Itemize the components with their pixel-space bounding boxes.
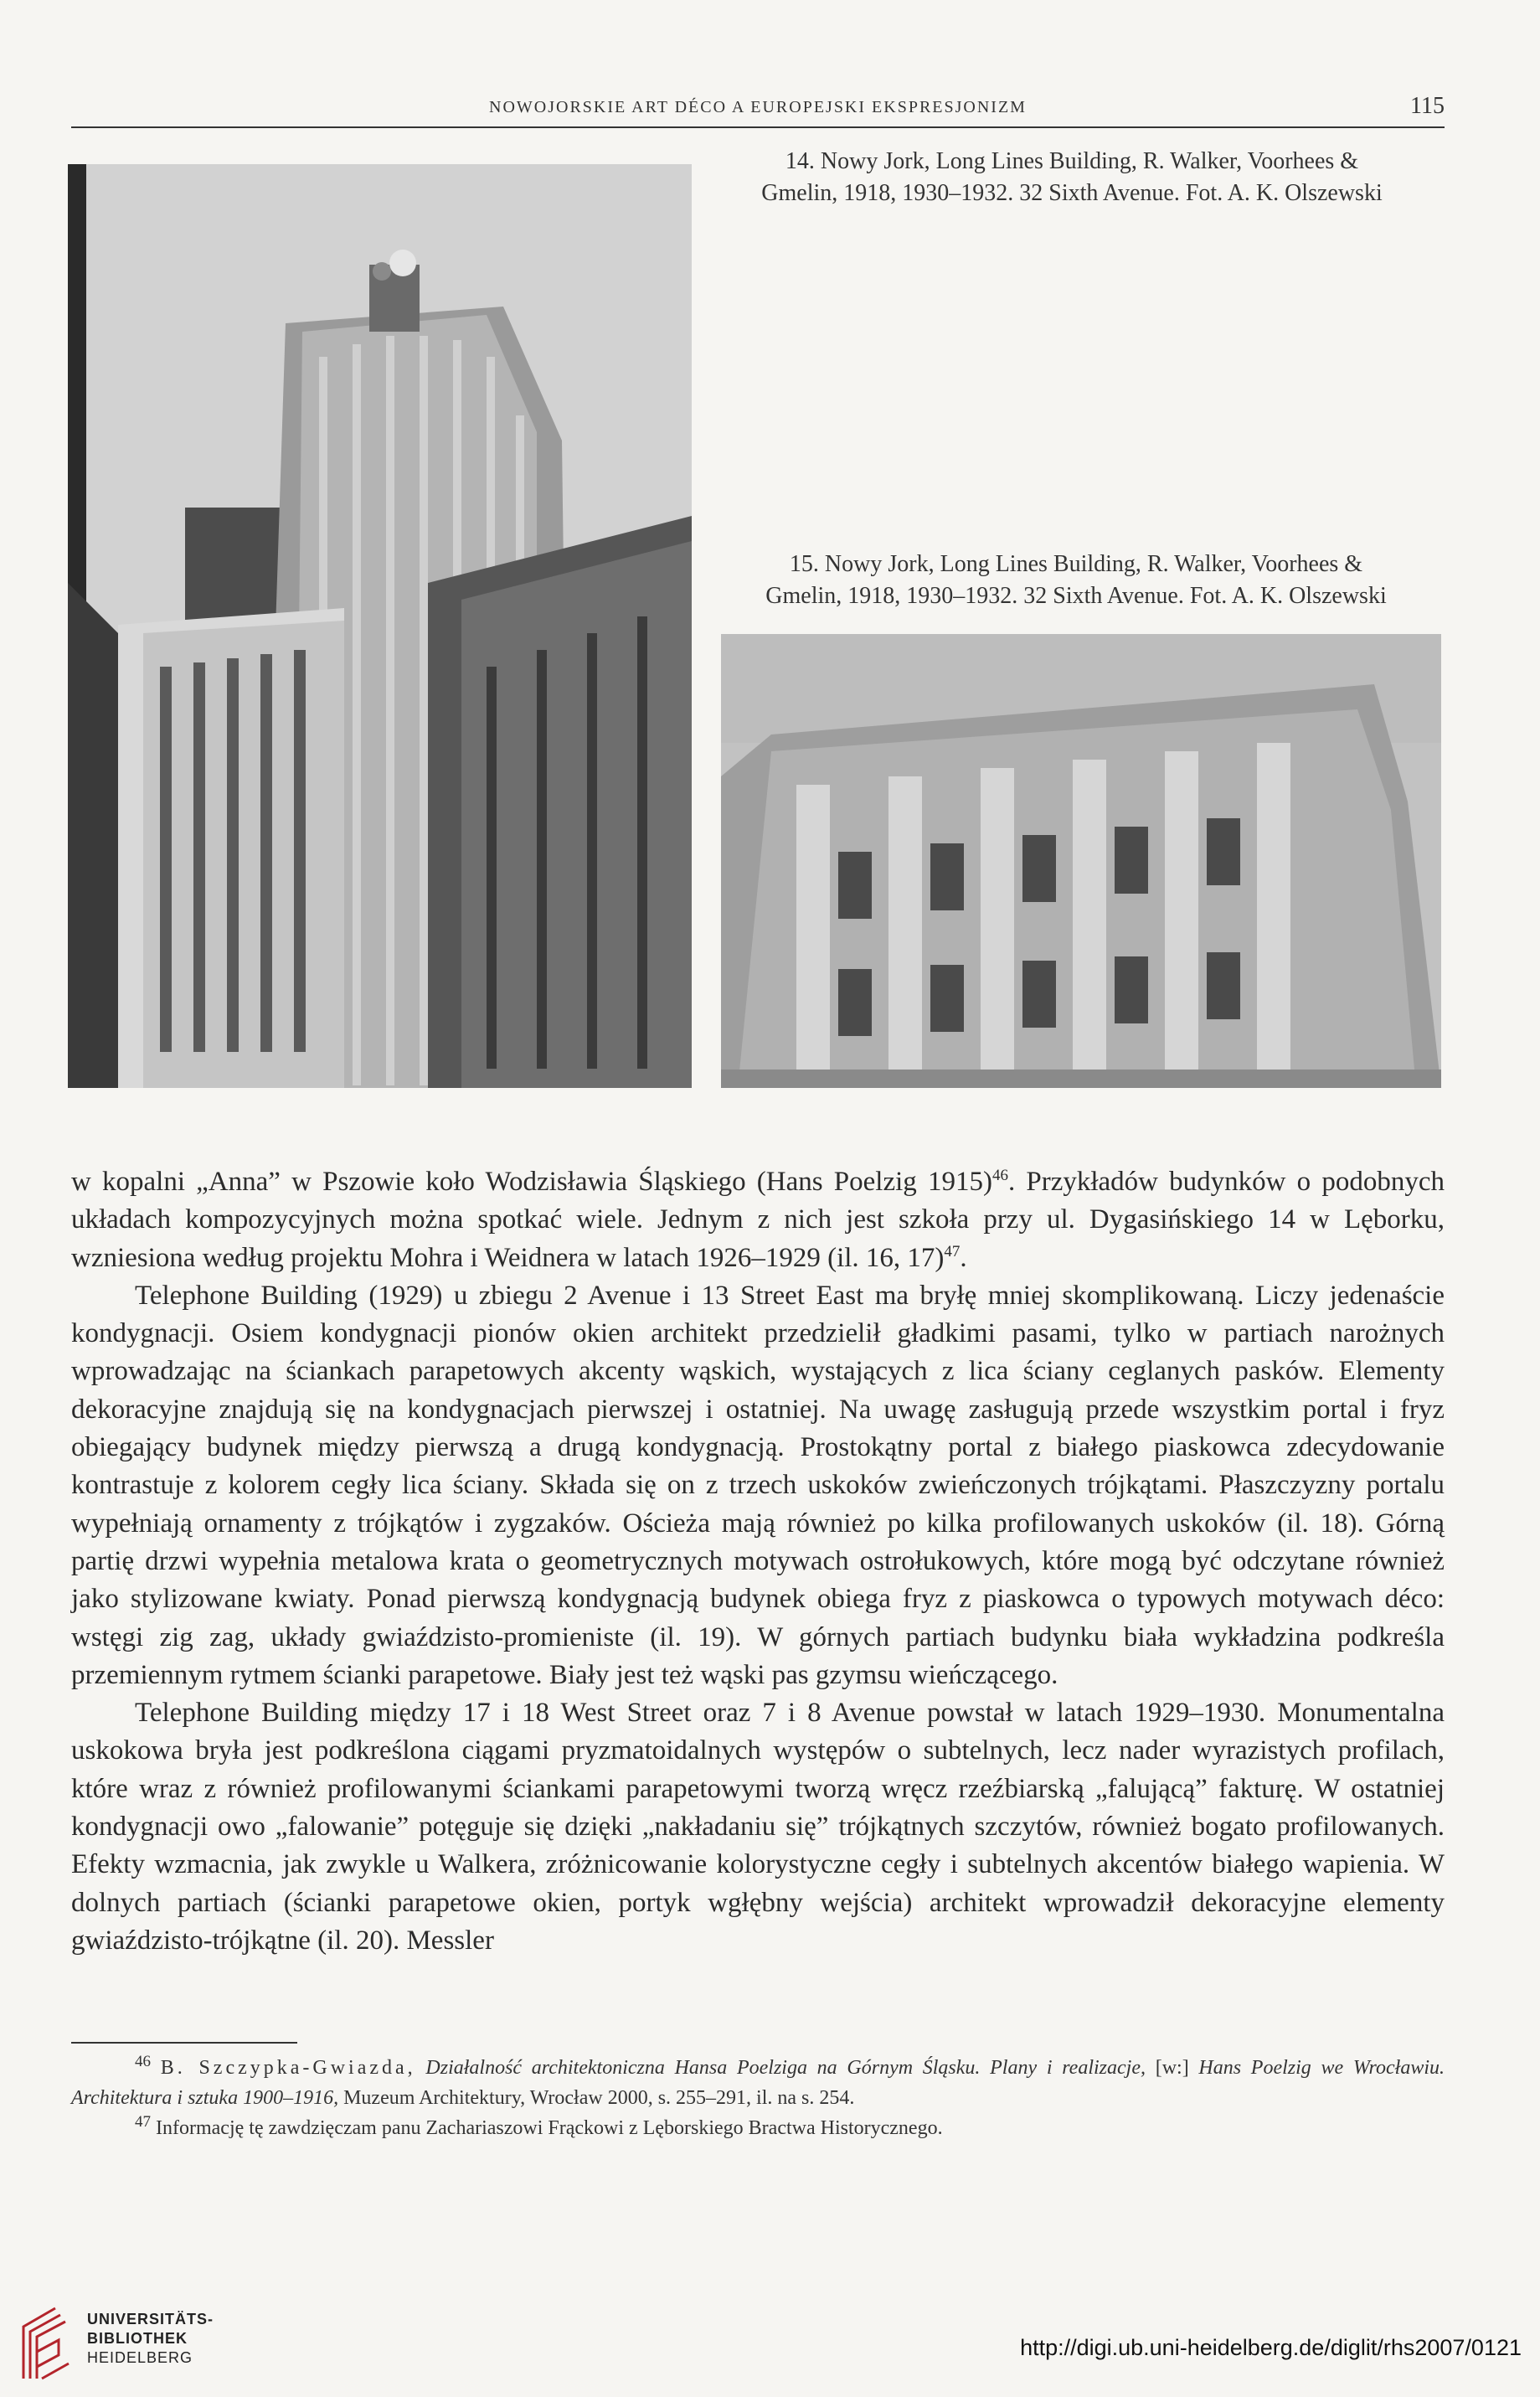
figure-14-caption-line-2: Gmelin, 1918, 1930–1932. 32 Sixth Avenue. Fot. A. K. Olszewski <box>761 180 1383 206</box>
figure-15-caption-line-2: Gmelin, 1918, 1930–1932. 32 Sixth Avenue. Fot. A. K. Olszewski <box>765 583 1387 609</box>
skyscraper-photo <box>68 164 692 1088</box>
figure-15-photo-building-top <box>721 634 1441 1088</box>
footnote-ref-47: 47 <box>944 1242 961 1260</box>
footnote-47 <box>71 2113 1445 2143</box>
library-name-line-2: BIBLIOTHEK <box>87 2330 188 2347</box>
paragraph-3: Telephone Building między 17 i 18 West Street oraz 7 i 8 Avenue powstał w latach 1929–1930. Monumentalna uskokowa bryła jest podkreślona ciągami pryzmatoidalnych występów o subtelnych, lecz nader wyrazistych profilach, które wraz z również profilowanymi ściankami parapetowymi tworzą wręcz rzeźbiarską „falującą” fakturę. W ostatniej kondygnacji owo „falowanie” potęguje się dzięki „nakładaniu się” trójkątnych szczytów, również bogato profilowanych. Efekty wzmacnia, jak zwykle u Walkera, zróżnicowanie kolorystyczne cegły i subtelnych akcentów białego wapienia. W dolnych partiach (ścianki parapetowe okien, portyk wgłębny wejścia) architekt wprowadził dekoracyjne elementy gwiaździsto-trójkątne (il. 20). Messler <box>71 1698 1445 1956</box>
building-crown-photo <box>721 634 1441 1088</box>
paragraph-1 <box>71 1163 1445 1277</box>
running-header <box>71 93 1445 128</box>
footnote-47-text: Informację tę zawdzięczam panu Zachariaszowi Frąckowi z Lęborskiego Bractwa Historycznego. <box>156 2117 943 2139</box>
figure-14-caption <box>703 146 1440 209</box>
library-name-line-3: HEIDELBERG <box>87 2349 193 2366</box>
paragraph-2: Telephone Building (1929) u zbiegu 2 Avenue i 13 Street East ma bryłę mniej skomplikowaną. Liczy jedenaście kondygnacji. Osiem kondygnacji pionów okien architekt przedzielił gładkimi pasami, tylko w partiach narożnych wprowadzając na ściankach parapetowych akcenty wąskich, wystających z lica ściany ceglanych pasków. Elementy dekoracyjne znajdują się na kondygnacjach pierwszej i ostatniej. Na uwagę zasługują przede wszystkim portal i fryz obiegający budynek między pierwszą a drugą kondygnacją. Prostokątny portal z białego piaskowca zdecydowanie kontrastuje z kolorem cegły lica ściany. Składa się on z trzech uskoków zwieńczonych trójkątami. Płaszczyzny portalu wypełniają ornamenty z trójkątów i zygzaków. Ościeża mają również po kilka profilowanych uskoków (il. 18). Górną partię drzwi wypełnia metalowa krata o geometrycznych motywach ostrołukowych, które mogą być odczytane również jako stylizowane kwiaty. Ponad pierwszą kondygnacją budynek obiega fryz z piaskowca o typowych motywach déco: wstęgi zig zag, układy gwiaździsto-promieniste (il. 19). W górnych partiach budynku biała wykładzina podkreśla przemiennym rytmem ścianki parapetowe. Biały jest też wąski pas gzymsu wieńczącego. <box>71 1280 1445 1690</box>
footnote-46-in: [w:] <box>1155 2057 1189 2079</box>
footnote-46-number: 46 <box>135 2053 151 2070</box>
running-title: NOWOJORSKIE ART DÉCO A EUROPEJSKI EKSPRESJONIZM <box>489 98 1027 116</box>
paragraph-1-middle: . Przykładów budynków o podobnych układach kompozycyjnych można spotkać wiele. Jednym z nich jest szkoła przy ul. Dygasińskiego 14 w Lęborku, wzniesiona według projektu Mohra i Weidnera w latach 1926–1929 (il. 16, 17) <box>71 1167 1445 1273</box>
paragraph-1-start: w kopalni „Anna” w Pszowie koło Wodzisławia Śląskiego (Hans Poelzig 1915) <box>71 1167 992 1197</box>
library-name-line-1: UNIVERSITÄTS- <box>87 2311 214 2327</box>
figure-14-caption-line-1: 14. Nowy Jork, Long Lines Building, R. Walker, Voorhees & <box>785 148 1359 174</box>
footnote-46-title: Działalność architektoniczna Hansa Poelziga na Górnym Śląsku. Plany i realizacje, <box>425 2057 1146 2079</box>
footnote-47-number: 47 <box>135 2113 151 2131</box>
footnote-separator <box>71 2042 297 2044</box>
paragraph-1-end: . <box>960 1242 967 1273</box>
footnotes <box>71 2053 1445 2143</box>
library-name <box>87 2310 214 2368</box>
footnote-46-book: Hans Poelzig we Wrocławiu. Architektura i sztuka 1900–1916, <box>71 2057 1445 2109</box>
footnote-46-author: B. Szczypka-Gwiazda, <box>160 2057 416 2079</box>
source-url-link[interactable]: http://digi.ub.uni-heidelberg.de/diglit/rhs2007/0121 <box>1020 2335 1522 2360</box>
figure-15-caption <box>712 549 1440 612</box>
university-library-logo-icon <box>17 2305 75 2382</box>
body-text <box>71 1163 1445 1960</box>
footnote-46-rest: Muzeum Architektury, Wrocław 2000, s. 255–291, il. na s. 254. <box>343 2087 855 2109</box>
figure-14-photo-long-lines-building <box>68 164 692 1088</box>
page-number: 115 <box>1410 93 1445 119</box>
footnote-46 <box>71 2053 1445 2113</box>
footnote-ref-46: 46 <box>991 1167 1008 1184</box>
figure-15-caption-line-1: 15. Nowy Jork, Long Lines Building, R. Walker, Voorhees & <box>789 551 1363 577</box>
